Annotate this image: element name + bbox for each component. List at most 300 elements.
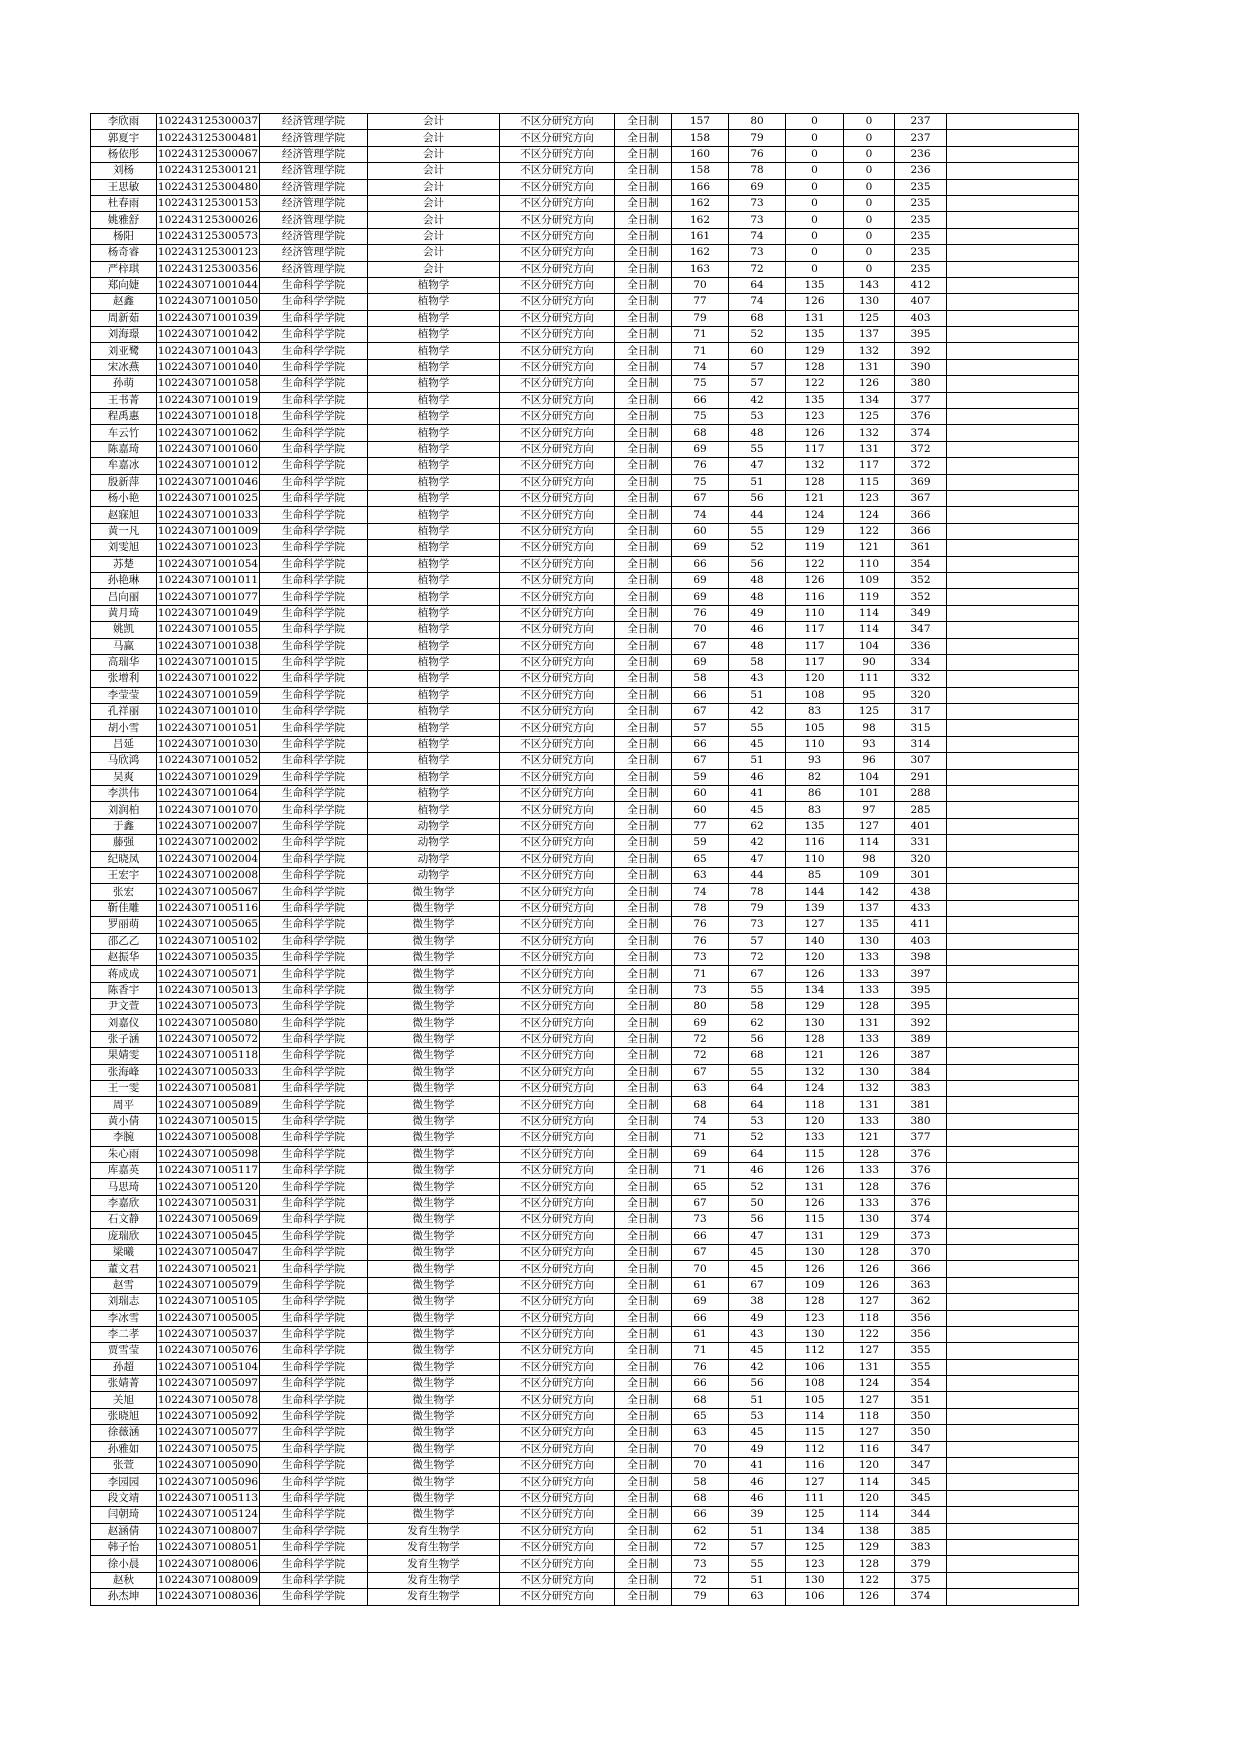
politics-score-cell: 76 (672, 458, 729, 474)
name-cell: 黄一凡 (91, 523, 157, 539)
foreign-language-score-cell: 41 (729, 1458, 786, 1474)
name-cell: 张宏 (91, 884, 157, 900)
subject-2-score-cell: 120 (844, 1490, 895, 1506)
total-score-cell: 332 (895, 671, 947, 687)
politics-score-cell: 71 (672, 966, 729, 982)
exam-id-cell: 102243071001058 (157, 376, 260, 392)
politics-score-cell: 70 (672, 1458, 729, 1474)
subject-1-score-cell: 115 (786, 1425, 844, 1441)
exam-id-cell: 102243125300356 (157, 261, 260, 277)
exam-id-cell: 102243071005092 (157, 1408, 260, 1424)
major-cell: 植物学 (368, 802, 500, 818)
direction-cell: 不区分研究方向 (500, 622, 615, 638)
major-cell: 植物学 (368, 310, 500, 326)
politics-score-cell: 158 (672, 163, 729, 179)
exam-id-cell: 102243071005073 (157, 999, 260, 1015)
politics-score-cell: 71 (672, 1163, 729, 1179)
name-cell: 朱心雨 (91, 1146, 157, 1162)
exam-id-cell: 102243071005120 (157, 1179, 260, 1195)
subject-1-score-cell: 115 (786, 1146, 844, 1162)
subject-2-score-cell: 129 (844, 1228, 895, 1244)
college-cell: 生命科学学院 (260, 343, 368, 359)
table-row (91, 835, 1079, 851)
exam-id-cell: 102243125300121 (157, 163, 260, 179)
college-cell: 生命科学学院 (260, 1031, 368, 1047)
foreign-language-score-cell: 58 (729, 999, 786, 1015)
subject-2-score-cell: 126 (844, 1277, 895, 1293)
subject-2-score-cell: 131 (844, 441, 895, 457)
direction-cell: 不区分研究方向 (500, 359, 615, 375)
subject-2-score-cell: 121 (844, 540, 895, 556)
politics-score-cell: 73 (672, 982, 729, 998)
table-row (91, 1458, 1079, 1474)
name-cell: 石文静 (91, 1212, 157, 1228)
name-cell: 孙杰坤 (91, 1589, 157, 1605)
table-row (91, 1146, 1079, 1162)
foreign-language-score-cell: 56 (729, 1212, 786, 1228)
subject-1-score-cell: 132 (786, 458, 844, 474)
exam-id-cell: 102243125300123 (157, 245, 260, 261)
direction-cell: 不区分研究方向 (500, 982, 615, 998)
exam-id-cell: 102243071001018 (157, 409, 260, 425)
exam-id-cell: 102243071005071 (157, 966, 260, 982)
subject-2-score-cell: 110 (844, 556, 895, 572)
major-cell: 植物学 (368, 638, 500, 654)
total-score-cell: 395 (895, 327, 947, 343)
remarks-cell (947, 490, 1079, 506)
major-cell: 微生物学 (368, 1163, 500, 1179)
subject-2-score-cell: 126 (844, 1589, 895, 1605)
direction-cell: 不区分研究方向 (500, 1408, 615, 1424)
politics-score-cell: 78 (672, 900, 729, 916)
politics-score-cell: 68 (672, 1097, 729, 1113)
politics-score-cell: 74 (672, 1113, 729, 1129)
table-row (91, 1572, 1079, 1588)
study-mode-cell: 全日制 (615, 1195, 672, 1211)
college-cell: 生命科学学院 (260, 999, 368, 1015)
direction-cell: 不区分研究方向 (500, 687, 615, 703)
direction-cell: 不区分研究方向 (500, 999, 615, 1015)
table-row (91, 1425, 1079, 1441)
politics-score-cell: 69 (672, 589, 729, 605)
study-mode-cell: 全日制 (615, 294, 672, 310)
subject-1-score-cell: 124 (786, 507, 844, 523)
politics-score-cell: 75 (672, 409, 729, 425)
remarks-cell (947, 130, 1079, 146)
subject-1-score-cell: 134 (786, 1523, 844, 1539)
subject-1-score-cell: 122 (786, 556, 844, 572)
study-mode-cell: 全日制 (615, 409, 672, 425)
foreign-language-score-cell: 48 (729, 638, 786, 654)
name-cell: 刘嘉仪 (91, 1015, 157, 1031)
name-cell: 马赢 (91, 638, 157, 654)
table-row (91, 1589, 1079, 1605)
study-mode-cell: 全日制 (615, 1064, 672, 1080)
foreign-language-score-cell: 55 (729, 982, 786, 998)
study-mode-cell: 全日制 (615, 900, 672, 916)
subject-1-score-cell: 140 (786, 933, 844, 949)
exam-id-cell: 102243071005069 (157, 1212, 260, 1228)
exam-id-cell: 102243071005098 (157, 1146, 260, 1162)
total-score-cell: 377 (895, 392, 947, 408)
politics-score-cell: 80 (672, 999, 729, 1015)
college-cell: 生命科学学院 (260, 786, 368, 802)
subject-2-score-cell: 131 (844, 1359, 895, 1375)
subject-2-score-cell: 130 (844, 933, 895, 949)
study-mode-cell: 全日制 (615, 1425, 672, 1441)
foreign-language-score-cell: 48 (729, 572, 786, 588)
table-row (91, 966, 1079, 982)
subject-1-score-cell: 112 (786, 1441, 844, 1457)
total-score-cell: 381 (895, 1097, 947, 1113)
remarks-cell (947, 1507, 1079, 1523)
exam-id-cell: 102243071001019 (157, 392, 260, 408)
exam-id-cell: 102243071001052 (157, 753, 260, 769)
table-row (91, 654, 1079, 670)
politics-score-cell: 66 (672, 1310, 729, 1326)
direction-cell: 不区分研究方向 (500, 195, 615, 211)
remarks-cell (947, 802, 1079, 818)
direction-cell: 不区分研究方向 (500, 1425, 615, 1441)
direction-cell: 不区分研究方向 (500, 1277, 615, 1293)
major-cell: 植物学 (368, 425, 500, 441)
college-cell: 生命科学学院 (260, 966, 368, 982)
name-cell: 闫朝琦 (91, 1507, 157, 1523)
foreign-language-score-cell: 50 (729, 1195, 786, 1211)
major-cell: 植物学 (368, 294, 500, 310)
politics-score-cell: 65 (672, 851, 729, 867)
direction-cell: 不区分研究方向 (500, 1376, 615, 1392)
subject-1-score-cell: 108 (786, 687, 844, 703)
major-cell: 微生物学 (368, 1441, 500, 1457)
total-score-cell: 366 (895, 523, 947, 539)
subject-2-score-cell: 124 (844, 507, 895, 523)
exam-id-cell: 102243071005097 (157, 1376, 260, 1392)
table-row (91, 949, 1079, 965)
remarks-cell (947, 1195, 1079, 1211)
politics-score-cell: 72 (672, 1539, 729, 1555)
study-mode-cell: 全日制 (615, 441, 672, 457)
total-score-cell: 315 (895, 720, 947, 736)
major-cell: 植物学 (368, 277, 500, 293)
foreign-language-score-cell: 46 (729, 769, 786, 785)
foreign-language-score-cell: 51 (729, 1572, 786, 1588)
table-row (91, 261, 1079, 277)
foreign-language-score-cell: 57 (729, 376, 786, 392)
major-cell: 动物学 (368, 835, 500, 851)
politics-score-cell: 63 (672, 1425, 729, 1441)
exam-id-cell: 102243071005117 (157, 1163, 260, 1179)
subject-2-score-cell: 133 (844, 1113, 895, 1129)
table-row (91, 1048, 1079, 1064)
study-mode-cell: 全日制 (615, 179, 672, 195)
remarks-cell (947, 1310, 1079, 1326)
study-mode-cell: 全日制 (615, 130, 672, 146)
foreign-language-score-cell: 48 (729, 425, 786, 441)
study-mode-cell: 全日制 (615, 474, 672, 490)
politics-score-cell: 70 (672, 622, 729, 638)
exam-id-cell: 102243071005072 (157, 1031, 260, 1047)
name-cell: 孙超 (91, 1359, 157, 1375)
subject-1-score-cell: 0 (786, 114, 844, 130)
major-cell: 微生物学 (368, 884, 500, 900)
exam-id-cell: 102243071005113 (157, 1490, 260, 1506)
major-cell: 微生物学 (368, 1031, 500, 1047)
name-cell: 郑向婕 (91, 277, 157, 293)
study-mode-cell: 全日制 (615, 1490, 672, 1506)
foreign-language-score-cell: 56 (729, 1031, 786, 1047)
foreign-language-score-cell: 64 (729, 1097, 786, 1113)
major-cell: 微生物学 (368, 1048, 500, 1064)
score-table (90, 113, 1079, 1606)
study-mode-cell: 全日制 (615, 1130, 672, 1146)
foreign-language-score-cell: 67 (729, 1277, 786, 1293)
subject-2-score-cell: 133 (844, 1163, 895, 1179)
college-cell: 生命科学学院 (260, 474, 368, 490)
exam-id-cell: 102243071002004 (157, 851, 260, 867)
foreign-language-score-cell: 57 (729, 933, 786, 949)
table-row (91, 900, 1079, 916)
subject-2-score-cell: 128 (844, 999, 895, 1015)
table-row (91, 359, 1079, 375)
major-cell: 植物学 (368, 441, 500, 457)
college-cell: 生命科学学院 (260, 917, 368, 933)
study-mode-cell: 全日制 (615, 1261, 672, 1277)
direction-cell: 不区分研究方向 (500, 1212, 615, 1228)
study-mode-cell: 全日制 (615, 835, 672, 851)
remarks-cell (947, 818, 1079, 834)
name-cell: 王宏宇 (91, 867, 157, 883)
name-cell: 靳佳雕 (91, 900, 157, 916)
table-row (91, 425, 1079, 441)
remarks-cell (947, 917, 1079, 933)
table-row (91, 507, 1079, 523)
direction-cell: 不区分研究方向 (500, 327, 615, 343)
major-cell: 微生物学 (368, 1228, 500, 1244)
politics-score-cell: 77 (672, 818, 729, 834)
subject-1-score-cell: 126 (786, 1195, 844, 1211)
subject-1-score-cell: 117 (786, 638, 844, 654)
major-cell: 微生物学 (368, 1507, 500, 1523)
subject-1-score-cell: 135 (786, 327, 844, 343)
foreign-language-score-cell: 47 (729, 458, 786, 474)
remarks-cell (947, 769, 1079, 785)
major-cell: 微生物学 (368, 1294, 500, 1310)
name-cell: 果婧雯 (91, 1048, 157, 1064)
total-score-cell: 345 (895, 1474, 947, 1490)
foreign-language-score-cell: 72 (729, 949, 786, 965)
remarks-cell (947, 654, 1079, 670)
subject-2-score-cell: 130 (844, 294, 895, 310)
subject-2-score-cell: 0 (844, 212, 895, 228)
remarks-cell (947, 1146, 1079, 1162)
table-row (91, 736, 1079, 752)
table-row (91, 343, 1079, 359)
subject-1-score-cell: 112 (786, 1343, 844, 1359)
table-row (91, 786, 1079, 802)
direction-cell: 不区分研究方向 (500, 1244, 615, 1260)
total-score-cell: 390 (895, 359, 947, 375)
college-cell: 生命科学学院 (260, 1359, 368, 1375)
major-cell: 植物学 (368, 769, 500, 785)
remarks-cell (947, 195, 1079, 211)
politics-score-cell: 66 (672, 556, 729, 572)
exam-id-cell: 102243071001043 (157, 343, 260, 359)
total-score-cell: 235 (895, 212, 947, 228)
total-score-cell: 350 (895, 1425, 947, 1441)
subject-1-score-cell: 0 (786, 261, 844, 277)
major-cell: 植物学 (368, 523, 500, 539)
direction-cell: 不区分研究方向 (500, 310, 615, 326)
subject-1-score-cell: 128 (786, 359, 844, 375)
foreign-language-score-cell: 49 (729, 605, 786, 621)
college-cell: 生命科学学院 (260, 572, 368, 588)
direction-cell: 不区分研究方向 (500, 1113, 615, 1129)
foreign-language-score-cell: 41 (729, 786, 786, 802)
table-row (91, 245, 1079, 261)
exam-id-cell: 102243071001023 (157, 540, 260, 556)
total-score-cell: 376 (895, 1195, 947, 1211)
name-cell: 徐薇涵 (91, 1425, 157, 1441)
major-cell: 植物学 (368, 786, 500, 802)
foreign-language-score-cell: 45 (729, 736, 786, 752)
total-score-cell: 366 (895, 507, 947, 523)
subject-1-score-cell: 0 (786, 195, 844, 211)
exam-id-cell: 102243071001039 (157, 310, 260, 326)
politics-score-cell: 158 (672, 130, 729, 146)
remarks-cell (947, 441, 1079, 457)
study-mode-cell: 全日制 (615, 1392, 672, 1408)
foreign-language-score-cell: 42 (729, 1359, 786, 1375)
exam-id-cell: 102243071005089 (157, 1097, 260, 1113)
study-mode-cell: 全日制 (615, 720, 672, 736)
name-cell: 赵寐旭 (91, 507, 157, 523)
direction-cell: 不区分研究方向 (500, 966, 615, 982)
subject-2-score-cell: 109 (844, 572, 895, 588)
table-row (91, 1376, 1079, 1392)
remarks-cell (947, 359, 1079, 375)
direction-cell: 不区分研究方向 (500, 867, 615, 883)
name-cell: 杨依彤 (91, 146, 157, 162)
subject-1-score-cell: 126 (786, 294, 844, 310)
exam-id-cell: 102243071001070 (157, 802, 260, 818)
table-row (91, 277, 1079, 293)
subject-1-score-cell: 130 (786, 1326, 844, 1342)
politics-score-cell: 66 (672, 1507, 729, 1523)
total-score-cell: 392 (895, 343, 947, 359)
subject-2-score-cell: 0 (844, 114, 895, 130)
subject-1-score-cell: 135 (786, 392, 844, 408)
remarks-cell (947, 1523, 1079, 1539)
subject-2-score-cell: 142 (844, 884, 895, 900)
college-cell: 生命科学学院 (260, 1310, 368, 1326)
major-cell: 植物学 (368, 540, 500, 556)
study-mode-cell: 全日制 (615, 884, 672, 900)
politics-score-cell: 61 (672, 1277, 729, 1293)
subject-1-score-cell: 119 (786, 540, 844, 556)
subject-2-score-cell: 93 (844, 736, 895, 752)
total-score-cell: 351 (895, 1392, 947, 1408)
subject-2-score-cell: 126 (844, 1048, 895, 1064)
major-cell: 会计 (368, 261, 500, 277)
direction-cell: 不区分研究方向 (500, 1031, 615, 1047)
subject-2-score-cell: 120 (844, 1458, 895, 1474)
subject-1-score-cell: 125 (786, 1507, 844, 1523)
major-cell: 发育生物学 (368, 1556, 500, 1572)
name-cell: 赵振华 (91, 949, 157, 965)
table-row (91, 1441, 1079, 1457)
name-cell: 车云竹 (91, 425, 157, 441)
foreign-language-score-cell: 52 (729, 1130, 786, 1146)
total-score-cell: 407 (895, 294, 947, 310)
exam-id-cell: 102243071001030 (157, 736, 260, 752)
direction-cell: 不区分研究方向 (500, 212, 615, 228)
study-mode-cell: 全日制 (615, 359, 672, 375)
politics-score-cell: 72 (672, 1048, 729, 1064)
name-cell: 姚雅舒 (91, 212, 157, 228)
remarks-cell (947, 1441, 1079, 1457)
subject-1-score-cell: 121 (786, 1048, 844, 1064)
subject-2-score-cell: 133 (844, 966, 895, 982)
subject-2-score-cell: 0 (844, 179, 895, 195)
politics-score-cell: 76 (672, 1359, 729, 1375)
college-cell: 生命科学学院 (260, 425, 368, 441)
foreign-language-score-cell: 56 (729, 1376, 786, 1392)
exam-id-cell: 102243071005116 (157, 900, 260, 916)
total-score-cell: 307 (895, 753, 947, 769)
subject-1-score-cell: 116 (786, 1458, 844, 1474)
subject-1-score-cell: 0 (786, 228, 844, 244)
college-cell: 生命科学学院 (260, 1113, 368, 1129)
total-score-cell: 372 (895, 458, 947, 474)
politics-score-cell: 70 (672, 1441, 729, 1457)
exam-id-cell: 102243071005015 (157, 1113, 260, 1129)
table-row (91, 1277, 1079, 1293)
direction-cell: 不区分研究方向 (500, 589, 615, 605)
study-mode-cell: 全日制 (615, 277, 672, 293)
foreign-language-score-cell: 72 (729, 261, 786, 277)
subject-1-score-cell: 0 (786, 245, 844, 261)
major-cell: 微生物学 (368, 1458, 500, 1474)
foreign-language-score-cell: 73 (729, 245, 786, 261)
remarks-cell (947, 949, 1079, 965)
remarks-cell (947, 1261, 1079, 1277)
subject-2-score-cell: 121 (844, 1130, 895, 1146)
study-mode-cell: 全日制 (615, 261, 672, 277)
foreign-language-score-cell: 57 (729, 1539, 786, 1555)
major-cell: 微生物学 (368, 982, 500, 998)
total-score-cell: 331 (895, 835, 947, 851)
subject-1-score-cell: 110 (786, 736, 844, 752)
politics-score-cell: 66 (672, 687, 729, 703)
remarks-cell (947, 261, 1079, 277)
exam-id-cell: 102243071005078 (157, 1392, 260, 1408)
politics-score-cell: 59 (672, 835, 729, 851)
name-cell: 马欣鸿 (91, 753, 157, 769)
subject-1-score-cell: 105 (786, 720, 844, 736)
politics-score-cell: 58 (672, 1474, 729, 1490)
politics-score-cell: 75 (672, 474, 729, 490)
subject-1-score-cell: 132 (786, 1064, 844, 1080)
direction-cell: 不区分研究方向 (500, 294, 615, 310)
study-mode-cell: 全日制 (615, 458, 672, 474)
remarks-cell (947, 1277, 1079, 1293)
table-row (91, 130, 1079, 146)
subject-1-score-cell: 128 (786, 1294, 844, 1310)
study-mode-cell: 全日制 (615, 1163, 672, 1179)
direction-cell: 不区分研究方向 (500, 851, 615, 867)
total-score-cell: 395 (895, 999, 947, 1015)
